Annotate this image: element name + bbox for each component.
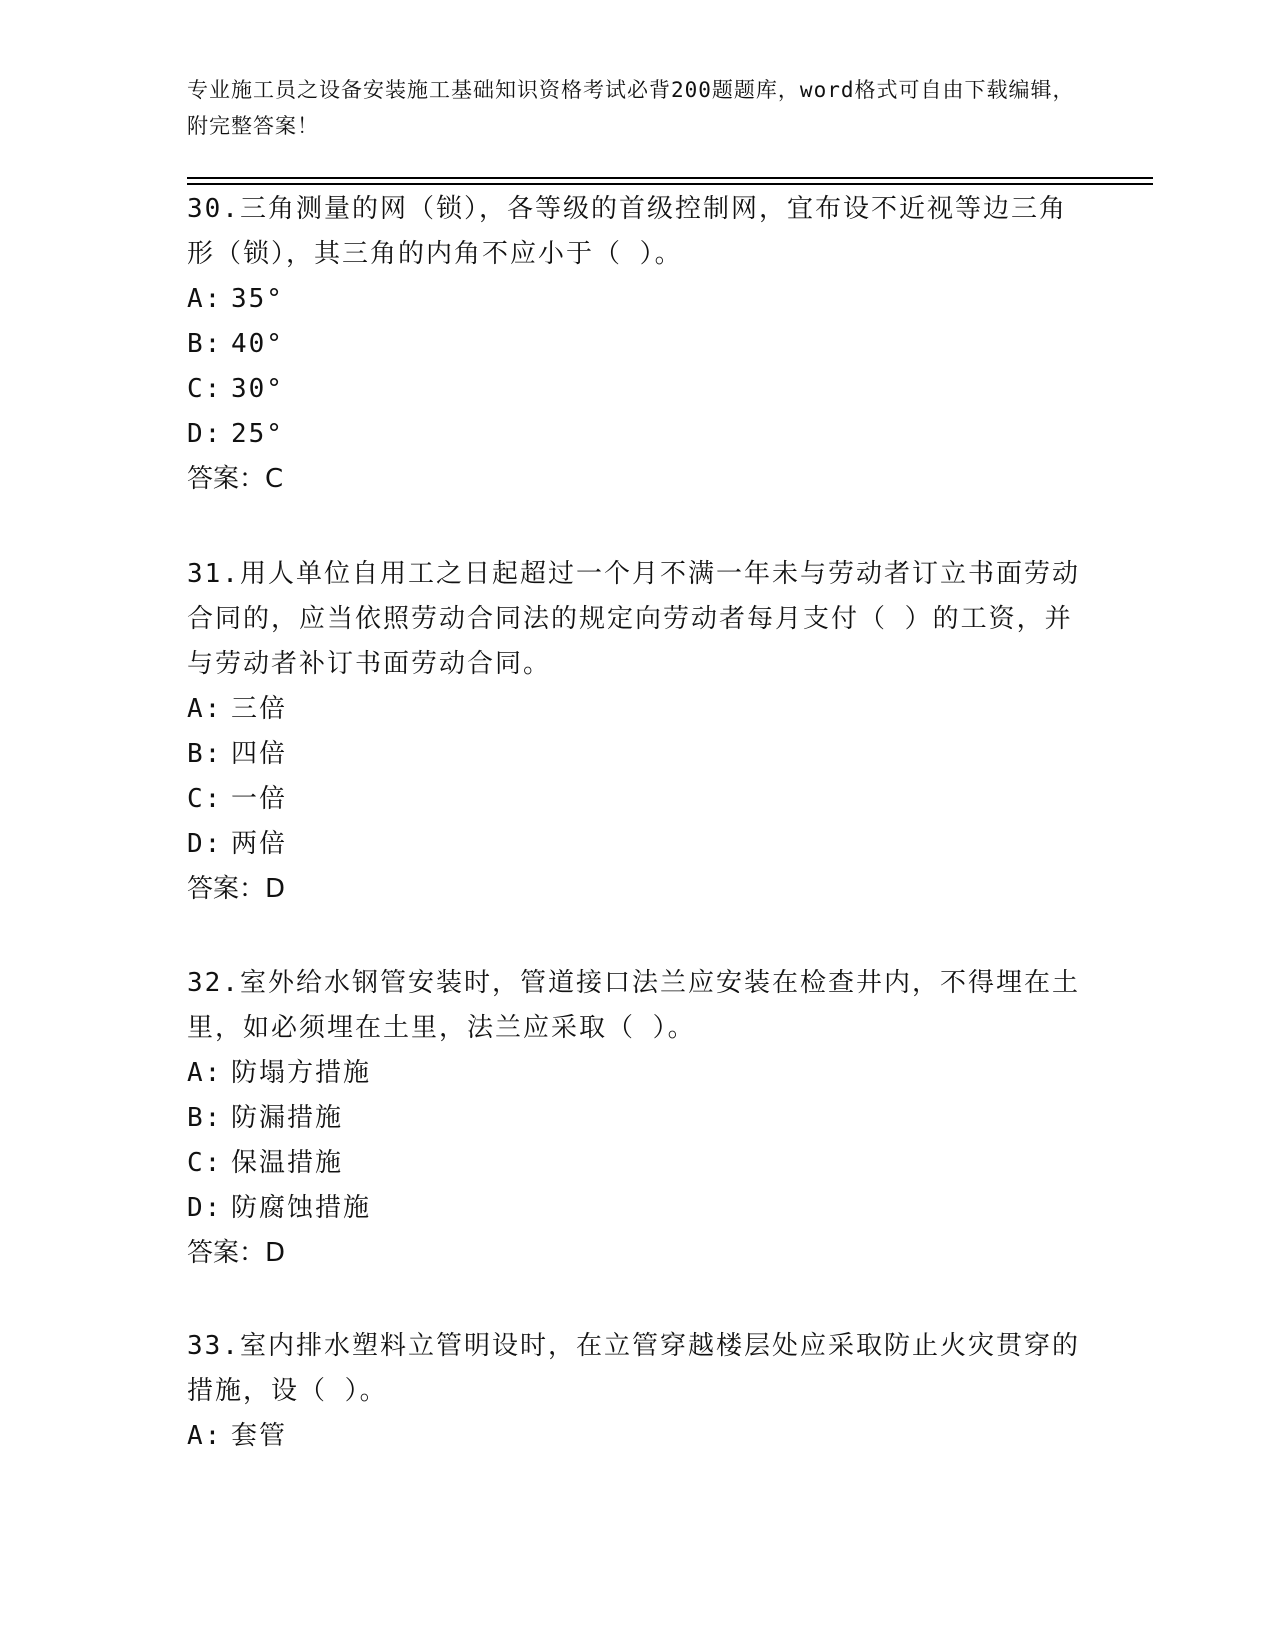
question-stem: 33.室内排水塑料立管明设时，在立管穿越楼层处应采取防止火灾贯穿的措施，设（ ）。 xyxy=(187,1331,1080,1406)
question-30 xyxy=(187,187,1087,502)
option-text: 防漏措施 xyxy=(231,1103,344,1133)
option-letter: D: xyxy=(187,419,223,449)
option-a xyxy=(187,1414,1087,1459)
option-text: 两倍 xyxy=(231,829,288,859)
header-divider-top xyxy=(187,177,1153,179)
answer-line: 答案：D xyxy=(187,874,286,904)
option-text: 四倍 xyxy=(231,739,288,769)
option-c xyxy=(187,777,1087,822)
question-32 xyxy=(187,961,1087,1276)
option-letter: C: xyxy=(187,784,223,814)
option-b xyxy=(187,1096,1087,1141)
option-d xyxy=(187,1186,1087,1231)
question-33 xyxy=(187,1324,1087,1459)
option-text: 25° xyxy=(231,419,284,449)
option-d xyxy=(187,822,1087,867)
option-text: 30° xyxy=(231,374,284,404)
option-text: 一倍 xyxy=(231,784,288,814)
option-letter: A: xyxy=(187,284,223,314)
option-letter: A: xyxy=(187,694,223,724)
question-stem: 32.室外给水钢管安装时，管道接口法兰应安装在检查井内，不得埋在土里，如必须埋在土里，法兰应采取（ ）。 xyxy=(187,968,1080,1043)
header-divider-bottom xyxy=(187,183,1153,185)
option-b xyxy=(187,732,1087,777)
question-31 xyxy=(187,552,1087,912)
option-c xyxy=(187,1141,1087,1186)
option-d xyxy=(187,412,1087,457)
answer-line: 答案：C xyxy=(187,464,284,494)
option-text: 套管 xyxy=(231,1421,288,1451)
option-letter: B: xyxy=(187,329,223,359)
document-header: 专业施工员之设备安装施工基础知识资格考试必背200题题库，word格式可自由下载编辑，附完整答案！ xyxy=(187,78,1075,138)
option-text: 40° xyxy=(231,329,284,359)
option-text: 防腐蚀措施 xyxy=(231,1193,372,1223)
option-a xyxy=(187,1051,1087,1096)
question-stem: 30.三角测量的网（锁），各等级的首级控制网，宜布设不近视等边三角形（锁），其三角的内角不应小于（ ）。 xyxy=(187,194,1067,269)
option-letter: D: xyxy=(187,1193,223,1223)
option-letter: B: xyxy=(187,1103,223,1133)
option-letter: A: xyxy=(187,1058,223,1088)
option-letter: C: xyxy=(187,374,223,404)
option-b xyxy=(187,322,1087,367)
option-letter: A: xyxy=(187,1421,223,1451)
option-text: 三倍 xyxy=(231,694,288,724)
option-letter: C: xyxy=(187,1148,223,1178)
option-text: 防塌方措施 xyxy=(231,1058,372,1088)
option-letter: D: xyxy=(187,829,223,859)
option-letter: B: xyxy=(187,739,223,769)
answer-line: 答案：D xyxy=(187,1238,286,1268)
option-text: 35° xyxy=(231,284,284,314)
option-text: 保温措施 xyxy=(231,1148,344,1178)
option-a xyxy=(187,687,1087,732)
option-a xyxy=(187,277,1087,322)
question-stem: 31.用人单位自用工之日起超过一个月不满一年未与劳动者订立书面劳动合同的，应当依照劳动合同法的规定向劳动者每月支付（ ）的工资，并与劳动者补订书面劳动合同。 xyxy=(187,559,1080,679)
option-c xyxy=(187,367,1087,412)
